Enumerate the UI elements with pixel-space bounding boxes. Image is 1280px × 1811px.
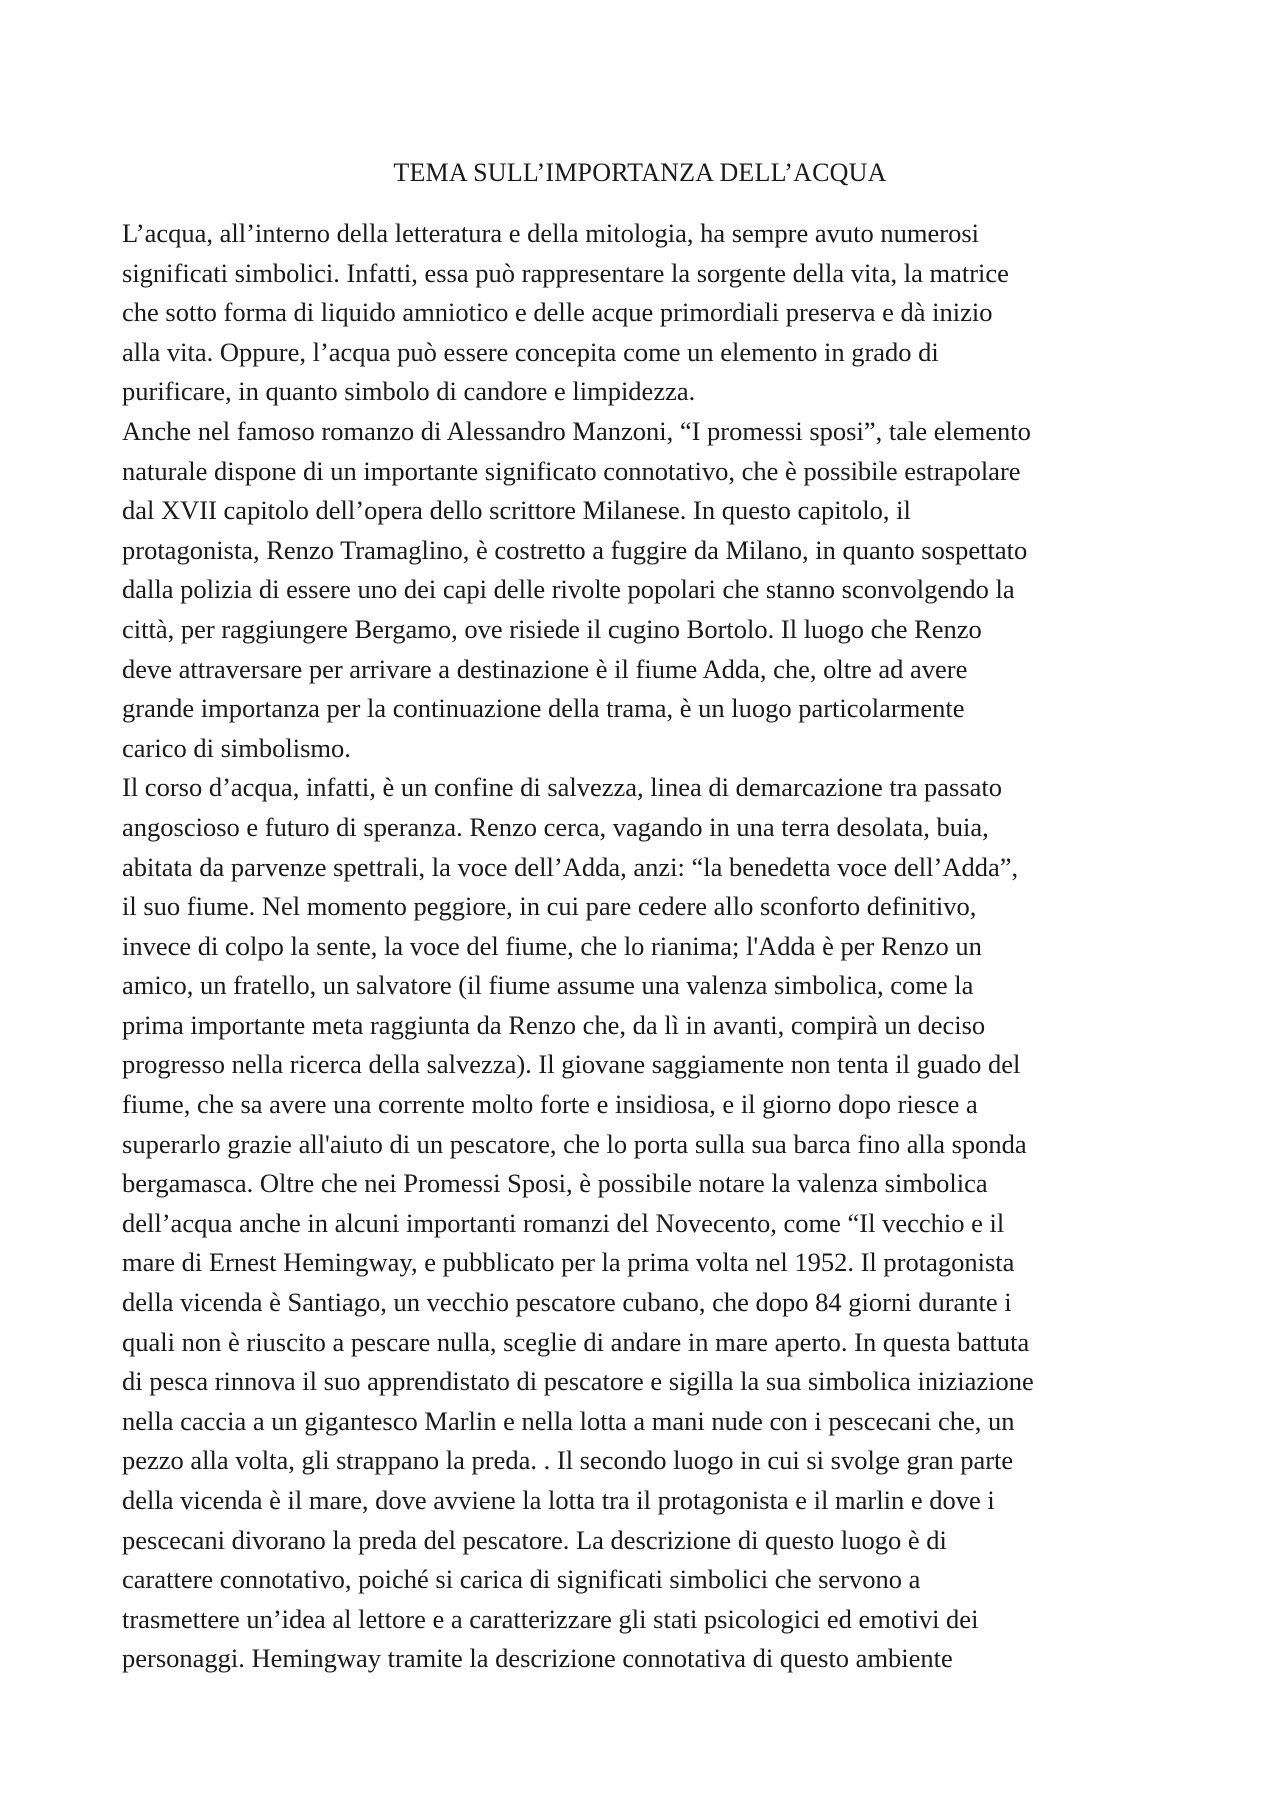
text-line: città, per raggiungere Bergamo, ove risiede il cugino Bortolo. Il luogo che Renzo	[122, 613, 982, 644]
text-line: angoscioso e futuro di speranza. Renzo cerca, vagando in una terra desolata, buia,	[122, 811, 989, 842]
text-line: grande importanza per la continuazione della trama, è un luogo particolarmente	[122, 693, 965, 724]
text-line: superarlo grazie all'aiuto di un pescatore, che lo porta sulla sua barca fino alla sponda	[122, 1128, 1027, 1159]
text-line: alla vita. Oppure, l’acqua può essere concepita come un elemento in grado di	[122, 336, 939, 367]
text-line: fiume, che sa avere una corrente molto forte e insidiosa, e il giorno dopo riesce a	[122, 1089, 978, 1120]
text-line: pezzo alla volta, gli strappano la preda. . Il secondo luogo in cui si svolge gran parte	[122, 1445, 1014, 1476]
text-line: quali non è riuscito a pescare nulla, sceglie di andare in mare aperto. In questa battuta	[122, 1326, 1030, 1357]
text-line: purificare, in quanto simbolo di candore e limpidezza.	[122, 376, 696, 407]
text-line: Anche nel famoso romanzo di Alessandro Manzoni, “I promessi sposi”, tale elemento	[122, 415, 1031, 446]
document-title: TEMA SULL’IMPORTANZA DELL’ACQUA	[393, 158, 887, 187]
text-line: della vicenda è il mare, dove avviene la lotta tra il protagonista e il marlin e dove i	[122, 1485, 995, 1515]
text-line: significati simbolici. Infatti, essa può rappresentare la sorgente della vita, la matrice	[122, 257, 1009, 288]
text-line: nella caccia a un gigantesco Marlin e nella lotta a mani nude con i pescecani che, un	[122, 1405, 1015, 1436]
text-line: dal XVII capitolo dell’opera dello scrittore Milanese. In questo capitolo, il	[122, 495, 911, 526]
text-line: bergamasca. Oltre che nei Promessi Sposi, è possibile notare la valenza simbolica	[122, 1168, 988, 1199]
text-line: carico di simbolismo.	[122, 732, 351, 763]
text-line: mare di Ernest Hemingway, e pubblicato per la prima volta nel 1952. Il protagonista	[122, 1247, 1015, 1278]
text-line: prima importante meta raggiunta da Renzo che, da lì in avanti, compirà un deciso	[122, 1009, 986, 1040]
text-line: personaggi. Hemingway tramite la descrizione connotativa di questo ambiente	[122, 1643, 953, 1674]
text-line: naturale dispone di un importante significato connotativo, che è possibile estrapolare	[122, 455, 1021, 486]
document-body	[122, 214, 1182, 1679]
text-line: carattere connotativo, poiché si carica di significati simbolici che servono a	[122, 1564, 921, 1595]
text-line: pescecani divorano la preda del pescatore. La descrizione di questo luogo è di	[122, 1524, 947, 1555]
text-line: progresso nella ricerca della salvezza). Il giovane saggiamente non tenta il guado del	[122, 1049, 1021, 1080]
text-line: della vicenda è Santiago, un vecchio pescatore cubano, che dopo 84 giorni durante i	[122, 1287, 1012, 1318]
text-line: invece di colpo la sente, la voce del fiume, che lo rianima; l'Adda è per Renzo un	[122, 930, 982, 961]
text-line: amico, un fratello, un salvatore (il fiume assume una valenza simbolica, come la	[122, 970, 974, 1001]
text-line: di pesca rinnova il suo apprendistato di pescatore e sigilla la sua simbolica iniziazione	[122, 1366, 1034, 1397]
text-line: protagonista, Renzo Tramaglino, è costretto a fuggire da Milano, in quanto sospettato	[122, 534, 1028, 565]
text-line: deve attraversare per arrivare a destinazione è il fiume Adda, che, oltre ad avere	[122, 653, 968, 684]
text-line: Il corso d’acqua, infatti, è un confine di salvezza, linea di demarcazione tra passato	[122, 772, 1002, 803]
text-line: L’acqua, all’interno della letteratura e della mitologia, ha sempre avuto numerosi	[122, 218, 980, 248]
text-line: trasmettere un’idea al lettore e a caratterizzare gli stati psicologici ed emotivi dei	[122, 1603, 979, 1634]
text-line: che sotto forma di liquido amniotico e delle acque primordiali preserva e dà inizio	[122, 297, 993, 328]
text-line: il suo fiume. Nel momento peggiore, in cui pare cedere allo sconforto definitivo,	[122, 891, 977, 922]
text-line: dell’acqua anche in alcuni importanti romanzi del Novecento, come “Il vecchio e il	[122, 1207, 1005, 1238]
text-line: dalla polizia di essere uno dei capi delle rivolte popolari che stanno sconvolgendo la	[122, 574, 1015, 605]
text-line: abitata da parvenze spettrali, la voce dell’Adda, anzi: “la benedetta voce dell’Adda”,	[122, 851, 1019, 882]
